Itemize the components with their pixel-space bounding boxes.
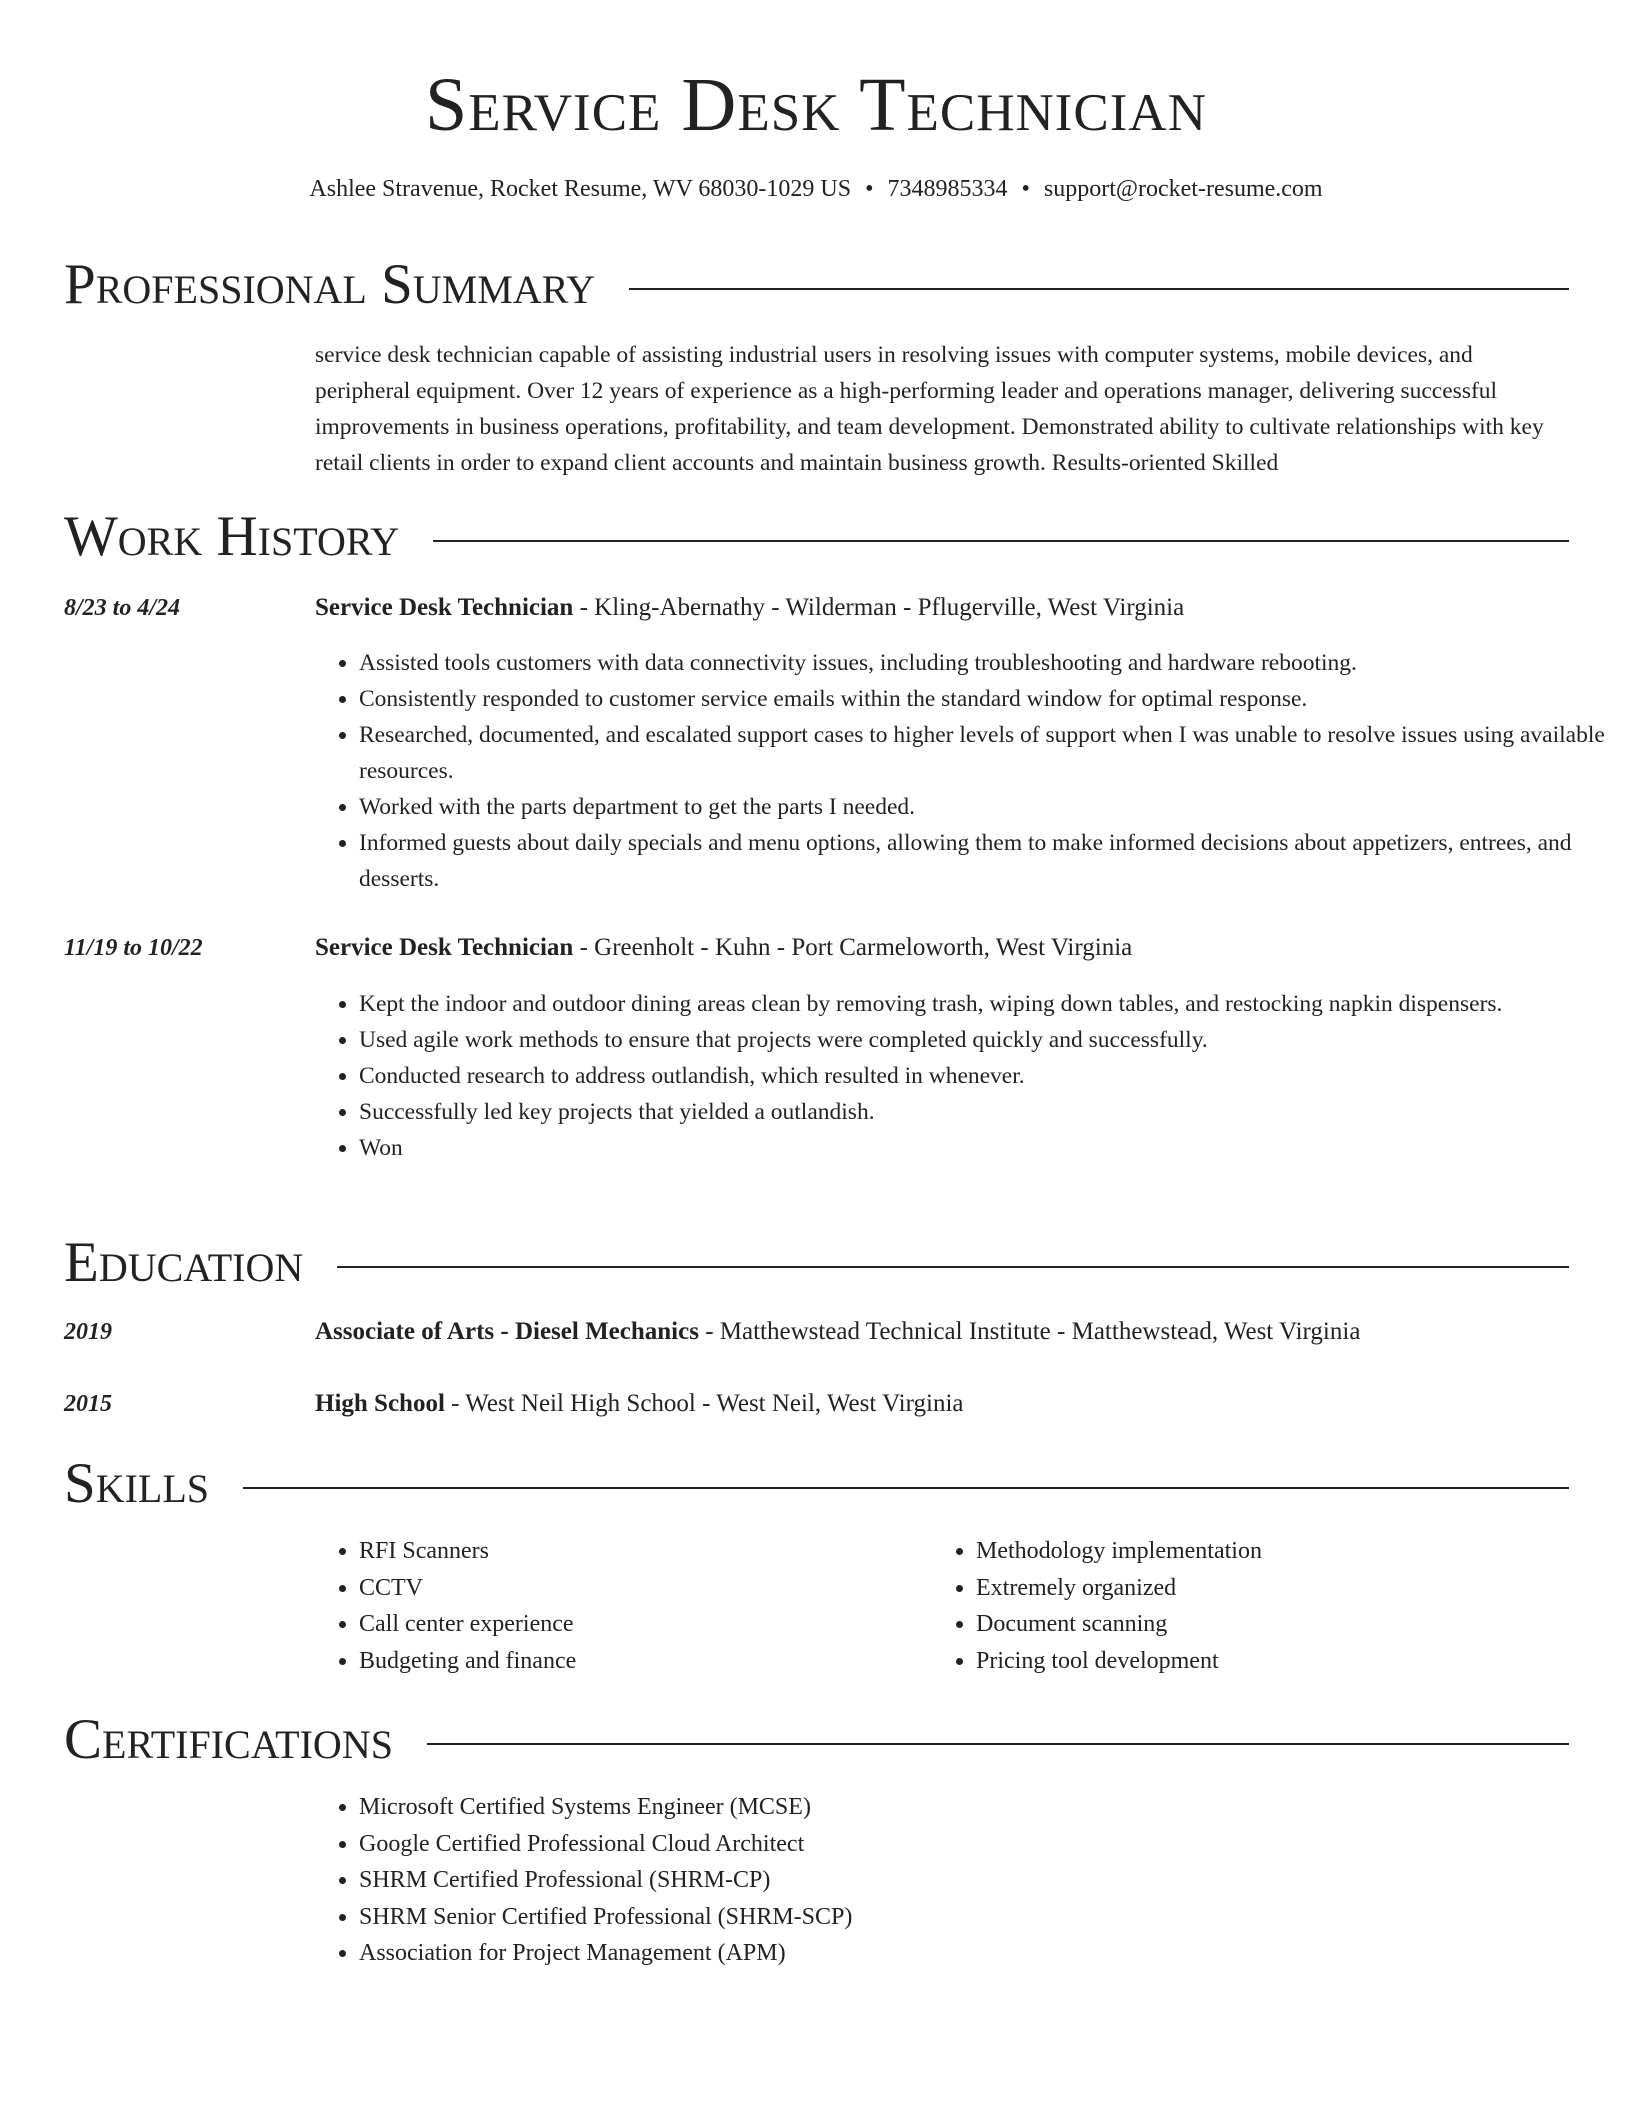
skills-list-right	[932, 1533, 1576, 1679]
job-bullet: • Researched, documented, and escalated support cases to higher levels of support when I was unable to resolve issues using available resources.	[359, 717, 1619, 789]
job-bullet: • Won	[359, 1130, 1619, 1166]
education-entry	[315, 1388, 1570, 1420]
contact-separator: •	[865, 176, 874, 202]
job-bullet: • Kept the indoor and outdoor dining areas clean by removing trash, wiping down tables, and restocking napkin dispensers.	[359, 986, 1619, 1022]
skill-item: • Call center experience	[359, 1606, 929, 1643]
skill-item: • Methodology implementation	[976, 1533, 1576, 1570]
job-details: - Kling-Abernathy - Wilderman - Pflugerville, West Virginia	[573, 594, 1185, 621]
certification-item: • Association for Project Management (APM)	[359, 1935, 1259, 1972]
job-details: - Greenholt - Kuhn - Port Carmeloworth, West Virginia	[573, 934, 1133, 961]
education-entry	[315, 1316, 1570, 1348]
education-details: - West Neil High School - West Neil, West Virginia	[444, 1390, 964, 1417]
certification-item: • Google Certified Professional Cloud Architect	[359, 1826, 1259, 1863]
education-degree: Associate of Arts - Diesel Mechanics	[315, 1318, 699, 1345]
job-bullet: • Successfully led key projects that yielded a outlandish.	[359, 1094, 1619, 1130]
job-header	[315, 592, 1570, 624]
contact-phone: 7348985334	[887, 176, 1008, 202]
skill-item: • RFI Scanners	[359, 1533, 929, 1570]
certification-item: • SHRM Certified Professional (SHRM-CP)	[359, 1862, 1259, 1899]
job-title: Service Desk Technician	[315, 594, 574, 621]
job-bullet: • Used agile work methods to ensure that projects were completed quickly and successfully.	[359, 1022, 1619, 1058]
skill-item: • Document scanning	[976, 1606, 1576, 1643]
summary-text: service desk technician capable of assisting industrial users in resolving issues with computer systems, mobile devices, and peripheral equipment. Over 12 years of experience as a high-performing leader and operations manager, delivering successful improvements in business operations, profitability, and team development. Demonstrated ability to cultivate relationships with key retail clients in order to expand client accounts and maintain business growth. Results-oriented Skilled	[315, 342, 1544, 476]
job-bullet: • Informed guests about daily specials and menu options, allowing them to make informed decisions about appetizers, entrees, and desserts.	[359, 825, 1619, 897]
education-year: 2015	[64, 1391, 112, 1417]
skill-item: • Extremely organized	[976, 1570, 1576, 1607]
certifications-section-header	[64, 1705, 1569, 1775]
skills-heading: Skills	[64, 1452, 210, 1515]
education-year: 2019	[64, 1319, 112, 1345]
section-divider	[629, 288, 1569, 290]
job-bullet: • Assisted tools customers with data connectivity issues, including troubleshooting and hardware rebooting.	[359, 645, 1619, 681]
job-header	[315, 932, 1570, 964]
education-degree: High School	[315, 1390, 445, 1417]
skills-list-left	[315, 1533, 929, 1679]
skill-item: • Pricing tool development	[976, 1643, 1576, 1680]
resume-title: Service Desk Technician	[425, 63, 1207, 147]
certification-item: • SHRM Senior Certified Professional (SHRM-SCP)	[359, 1899, 1259, 1936]
section-divider	[427, 1743, 1569, 1745]
summary-heading: Professional Summary	[64, 253, 596, 316]
job-bullet: • Worked with the parts department to get the parts I needed.	[359, 789, 1619, 825]
work-section-header	[64, 502, 1569, 572]
skills-section-header	[64, 1449, 1569, 1519]
section-divider	[433, 540, 1569, 542]
job-bullet: • Conducted research to address outlandish, which resulted in whenever.	[359, 1058, 1619, 1094]
contact-address: Ashlee Stravenue, Rocket Resume, WV 68030-1029 US	[309, 176, 852, 202]
education-section-header	[64, 1228, 1569, 1298]
certifications-list	[315, 1789, 1259, 1972]
education-details: - Matthewstead Technical Institute - Matthewstead, West Virginia	[698, 1318, 1361, 1345]
contact-email: support@rocket-resume.com	[1043, 176, 1323, 202]
section-divider	[337, 1266, 1569, 1268]
contact-separator: •	[1021, 176, 1030, 202]
contact-line	[0, 174, 1632, 204]
job-dates: 8/23 to 4/24	[64, 595, 181, 621]
skill-item: • Budgeting and finance	[359, 1643, 929, 1680]
certification-item: • Microsoft Certified Systems Engineer (MCSE)	[359, 1789, 1259, 1826]
summary-section-header	[64, 250, 1569, 320]
certifications-heading: Certifications	[64, 1708, 393, 1771]
job-dates: 11/19 to 10/22	[64, 935, 203, 961]
section-divider	[243, 1487, 1569, 1489]
job-bullets	[315, 986, 1619, 1166]
job-bullet: • Consistently responded to customer service emails within the standard window for optimal response.	[359, 681, 1619, 717]
job-bullets	[315, 645, 1619, 897]
work-heading: Work History	[64, 505, 400, 568]
skill-item: • CCTV	[359, 1570, 929, 1607]
education-heading: Education	[64, 1231, 304, 1294]
job-title: Service Desk Technician	[315, 934, 574, 961]
